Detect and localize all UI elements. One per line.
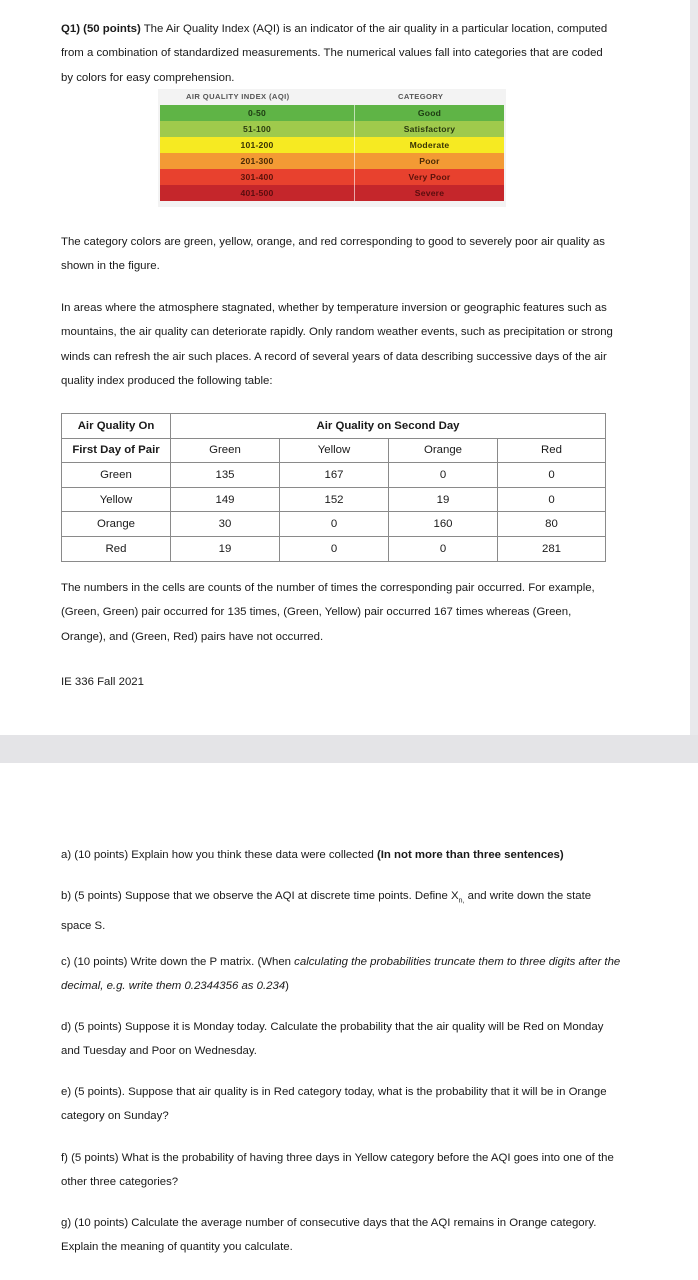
count-cell: 0	[389, 536, 498, 561]
count-cell: 135	[171, 463, 280, 488]
aqi-row	[160, 169, 504, 185]
stagnated-paragraph: In areas where the atmosphere stagnated, whether by temperature inversion or geographic features such as mountains, the air quality can deteriorate rapidly. Only random weather events, such as precipitation or strong winds can refresh the air such places. A record of several years of data describing successive days of the air quality index produced the following table:	[61, 302, 613, 387]
question-1-heading: Q1) (50 points)	[61, 23, 141, 35]
count-cell: 19	[171, 536, 280, 561]
count-cell: 80	[498, 512, 606, 537]
row-label: Orange	[62, 512, 171, 537]
question-a-bold: (In not more than three sentences)	[376, 849, 564, 861]
row-label: Red	[62, 536, 171, 561]
count-cell: 160	[389, 512, 498, 537]
aqi-category-figure	[158, 89, 506, 207]
question-e: e) (5 points). Suppose that air quality is in Red category today, what is the probability that it will be in Orange category on Sunday?	[61, 1086, 607, 1123]
page-separator	[0, 735, 698, 763]
question-1-body: The Air Quality Index (AQI) is an indicator of the air quality in a particular location, computed from a combination of standardized measurements. The numerical values fall into categories that are coded by colors for easy comprehension.	[61, 23, 608, 84]
count-cell: 167	[280, 463, 389, 488]
aqi-row	[160, 137, 504, 153]
count-cell: 149	[171, 487, 280, 512]
course-footer: IE 336 Fall 2021	[61, 676, 144, 688]
document-page-2	[0, 763, 698, 1280]
transition-counts-table	[61, 413, 606, 562]
aqi-row	[160, 153, 504, 169]
col-header-cell: Air Quality on Second Day	[171, 414, 606, 439]
row-label: Green	[62, 463, 171, 488]
question-b-subscript: n,	[458, 897, 465, 905]
question-c-text: c) (10 points) Write down the P matrix. (When	[61, 956, 295, 968]
table-row	[62, 536, 606, 561]
row-label: Yellow	[62, 487, 171, 512]
row-header-cell: Air Quality On	[62, 414, 171, 439]
question-c-italic: calculating the probabilities truncate them to three digits after the decimal, e.g. write them 0.2344356 as 0.234	[61, 956, 621, 993]
aqi-range: 201-300	[160, 153, 355, 169]
count-cell: 152	[280, 487, 389, 512]
question-b-text: b) (5 points) Suppose that we observe the AQI at discrete time points. Define X	[61, 890, 459, 902]
aqi-category: Satisfactory	[403, 124, 456, 134]
column-header-red: Red	[498, 438, 606, 463]
count-cell: 0	[498, 463, 606, 488]
question-d: d) (5 points) Suppose it is Monday today. Calculate the probability that the air quality will be Red on Monday and Tuesday and Poor on Wednesday.	[61, 1021, 604, 1058]
aqi-range: 0-50	[160, 105, 355, 121]
question-a-text: a) (10 points) Explain how you think these data were collected	[61, 849, 377, 861]
aqi-range: 401-500	[160, 185, 355, 201]
aqi-header: AIR QUALITY INDEX (AQI)	[186, 92, 290, 101]
table-row	[62, 512, 606, 537]
aqi-range: 51-100	[160, 121, 355, 137]
aqi-category: Severe	[414, 188, 445, 198]
count-cell: 30	[171, 512, 280, 537]
table-row	[62, 463, 606, 488]
column-header-green: Green	[171, 438, 280, 463]
table-row	[62, 487, 606, 512]
question-1-intro	[61, 17, 617, 90]
aqi-range: 301-400	[160, 169, 355, 185]
row-header-cell-2: First Day of Pair	[62, 438, 171, 463]
question-f: f) (5 points) What is the probability of having three days in Yellow category before the AQI goes into one of the other three categories?	[61, 1152, 614, 1189]
aqi-category: Moderate	[409, 140, 450, 150]
count-cell: 0	[389, 463, 498, 488]
count-cell: 19	[389, 487, 498, 512]
count-cell: 0	[280, 536, 389, 561]
aqi-category: Poor	[419, 156, 440, 166]
question-g: g) (10 points) Calculate the average number of consecutive days that the AQI remains in Orange category. Explain the meaning of quantity you calculate.	[61, 1217, 597, 1254]
question-c	[61, 950, 621, 999]
count-cell: 0	[280, 512, 389, 537]
category-header: CATEGORY	[398, 92, 444, 101]
counts-explanation-paragraph: The numbers in the cells are counts of the number of times the corresponding pair occurred. For example, (Green, Green) pair occurred for 135 times, (Green, Yellow) pair occurred 167 times whereas (Green, Orange), and (Green, Red) pairs have not occurred.	[61, 582, 595, 643]
column-header-yellow: Yellow	[280, 438, 389, 463]
aqi-range: 101-200	[160, 137, 355, 153]
aqi-row	[160, 185, 504, 201]
count-cell: 0	[498, 487, 606, 512]
question-c-end: )	[285, 980, 289, 993]
aqi-row	[160, 105, 504, 121]
question-a	[61, 843, 621, 867]
aqi-category: Good	[417, 108, 442, 118]
question-b	[61, 884, 621, 938]
aqi-row	[160, 121, 504, 137]
count-cell: 281	[498, 536, 606, 561]
question-b-text-end: and write down the state space S.	[61, 890, 592, 932]
category-colors-paragraph: The category colors are green, yellow, orange, and red corresponding to good to severely poor air quality as shown in the figure.	[61, 236, 605, 273]
column-header-orange: Orange	[389, 438, 498, 463]
aqi-category: Very Poor	[408, 172, 451, 182]
